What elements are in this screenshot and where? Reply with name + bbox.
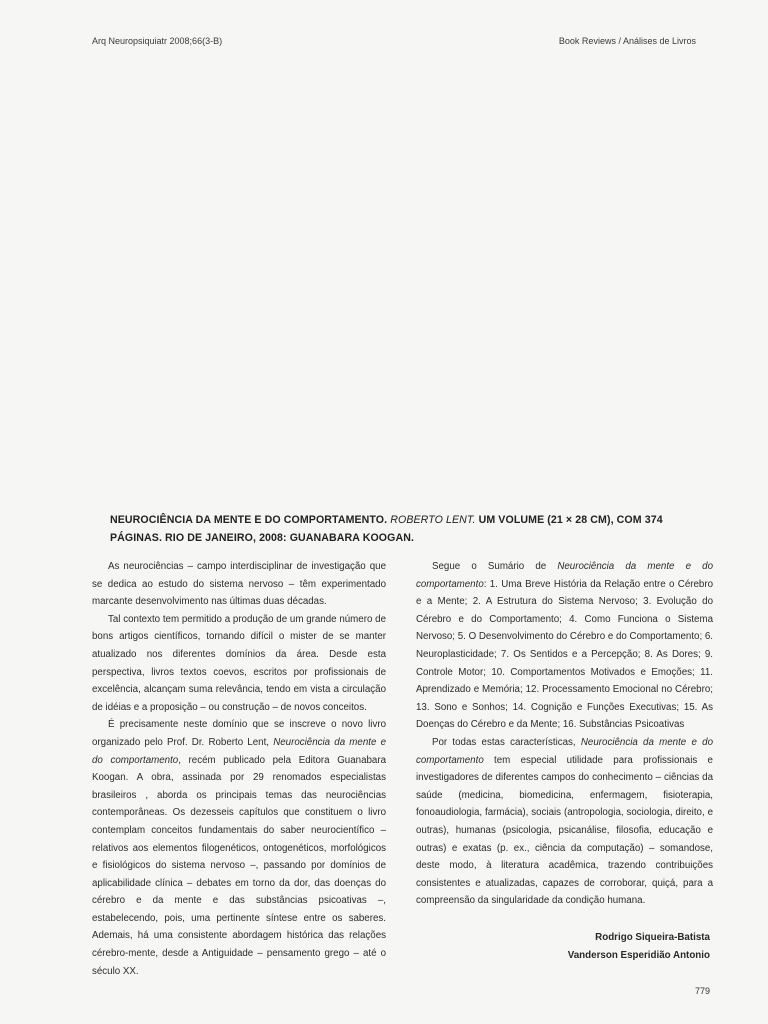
paragraph — [92, 716, 386, 980]
journal-citation: Arq Neuropsiquiatr 2008;66(3-B) — [92, 36, 223, 46]
signature-block — [568, 929, 710, 965]
page-number: 779 — [694, 986, 710, 996]
reviewer-name: Rodrigo Siqueira-Batista — [595, 932, 710, 943]
book-title-italic: Neurociência da mente e do comportamento — [92, 736, 386, 766]
paragraph: Tal contexto tem permitido a produção de um grande número de bons artigos científicos, tornando difícil o mister de se manter atualizado nos diferentes domínios da área. Desde esta perspectiva, livros textos coevos, escritos por profissionais de excelência, alcançam suma relevância, tendo em vista a circulação de idéias e a proposição – ou construção – de novos conceitos. — [92, 613, 386, 713]
text-run: tem especial utilidade para profissionais e investigadores de diferentes campos do conhecimento – ciências da saúde (medicina, biomedicina, enfermagem, fisioterapia, fonoaudiologia, farmácia), sociais (antropologia, sociologia, direito, e outras), humanas (psicologia, psicanálise, filosofia, educação e outras) e exatas (p. ex., ciência da computação) – somandose, deste modo, à literatura acadêmica, trazendo contribuições consistentes e atualizadas, capazes de corroborar, quiçá, para a compreensão da singularidade da condição humana. — [416, 754, 713, 907]
text-run: É precisamente neste domínio que se inscreve o novo livro organizado pelo Prof. Dr. Roberto Lent, — [92, 719, 386, 748]
table-of-contents: : 1. Uma Breve História da Relação entre o Cérebro e a Mente; 2. A Estrutura do Sistema Nervoso; 3. Evolução do Cérebro e do Comportamento; 4. Como Funciona o Sistema Nervoso; 5. O Desenvolvimento do Cérebro e do Comportamento; 6. Neuroplasticidade; 7. Os Sentidos e a Percepção; 8. As Dores; 9. Controle Motor; 10. Comportamentos Motivados e Emoções; 11. Aprendizado e Memória; 12. Processamento Emocional no Cérebro; 13. Sono e Sonhos; 14. Cognição e Funções Executivas; 15. As Doenças do Cérebro e da Mente; 16. Substâncias Psicoativas — [416, 578, 713, 731]
review-title — [110, 511, 700, 547]
book-title-italic: Neurociência da mente e do comportamento — [416, 736, 713, 766]
text-run: Segue o Sumário de — [432, 561, 547, 572]
paragraph: As neurociências – campo interdisciplinar de investigação que se dedica ao estudo do sistema nervoso – têm experimentado marcante desenvolvimento nas últimas duas décadas. — [92, 561, 386, 608]
book-details: UM VOLUME (21 × 28 CM), COM 374 PÁGINAS. RIO DE JANEIRO, 2008: GUANABARA KOOGAN. — [110, 514, 663, 544]
reviewer-name: Vanderson Esperidião Antonio — [567, 950, 710, 961]
book-title: NEUROCIÊNCIA DA MENTE E DO COMPORTAMENTO. — [110, 514, 388, 526]
paragraph — [416, 558, 713, 734]
right-column — [416, 558, 713, 910]
left-column — [92, 558, 386, 980]
section-label: Book Reviews / Análises de Livros — [558, 36, 696, 46]
paragraph — [416, 734, 713, 910]
book-author: ROBERTO LENT. — [390, 514, 476, 526]
book-title-italic: Neurociência da mente e do comportamento — [416, 561, 713, 590]
text-run: Por todas estas características, — [432, 736, 576, 748]
text-run: , recém publicado pela Editora Guanabara Koogan. A obra, assinada por 29 renomados especialistas brasileiros , aborda os principais temas das neurociências contemporâneas. Os dezesseis capítulos que constituem o livro contemplam conceitos fundamentais do saber neurocientífico – relativos aos elementos filogenéticos, ontogenéticos, morfológicos e fisiológicos do sistema nervoso –, passando por domínios de aplicabilidade clínica – debates em torno da dor, das doenças do cérebro e da mente e das substâncias psicoativas –, estabelecendo, pois, uma pertinente síntese entre os saberes. Ademais, há uma consistente abordagem histórica das relações cérebro-mente, desde a Antiguidade – pensamento grego – até o século XX. — [92, 754, 387, 977]
